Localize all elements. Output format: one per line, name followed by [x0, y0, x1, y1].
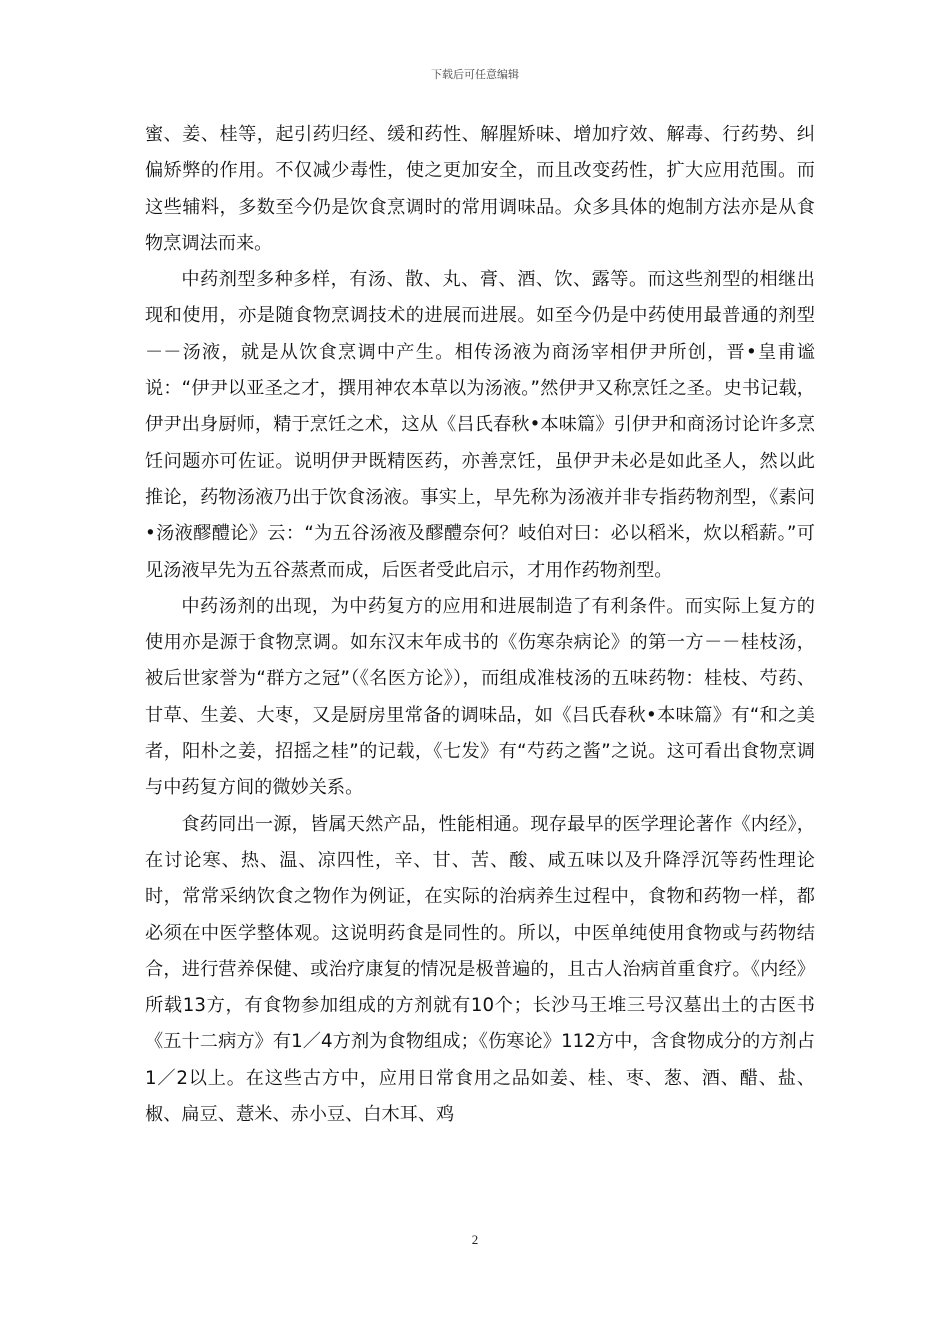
- document-body: [145, 117, 815, 1133]
- paragraph-compound-prescriptions: 中药汤剂的出现，为中药复方的应用和进展制造了有利条件。而实际上复方的使用亦是源于食物烹调。如东汉末年成书的《伤寒杂病论》的第一方－－桂枝汤，被后世家誉为“群方之冠”（《名医方论》），而组成准枝汤的五味药物：桂枝、芍药、甘草、生姜、大枣，又是厨房里常备的调味品，如《吕氏春秋•本味篇》有“和之美者，阳朴之姜，招摇之桂”的记载，《七发》有“芍药之酱”之说。这可看出食物烹调与中药复方间的微妙关系。: [145, 595, 815, 799]
- page-header: 下载后可任意编辑: [431, 68, 519, 81]
- paragraph-food-medicine-origin: 食药同出一源，皆属天然产品，性能相通。现存最早的医学理论著作《内经》，在讨论寒、热、温、凉四性，辛、甘、苦、酸、咸五味以及升降浮沉等药性理论时，常常采纳饮食之物作为例证，在实际的治病养生过程中，食物和药物一样，都必须在中医学整体观。这说明药食是同性的。所以，中医单纯使用食物或与药物结合，进行营养保健、或治疗康复的情况是极普遍的，且古人治病首重食疗。《内经》所载13方，有食物参加组成的方剂就有10个；长沙马王堆三号汉墓出土的古医书《五十二病方》有1／4方剂为食物组成；《伤寒论》112方中，含食物成分的方剂占1／2以上。在这些古方中，应用日常食用之品如姜、桂、枣、葱、酒、醋、盐、椒、扁豆、薏米、赤小豆、白木耳、鸡: [145, 813, 815, 1126]
- paragraph-dosage-forms: 中药剂型多种多样，有汤、散、丸、膏、酒、饮、露等。而这些剂型的相继出现和使用，亦是随食物烹调技术的进展而进展。如至今仍是中药使用最普通的剂型－－汤液，就是从饮食烹调中产生。相传汤液为商汤宰相伊尹所创，晋•皇甫谧说：“伊尹以亚圣之才，撰用神农本草以为汤液。”然伊尹又称烹饪之圣。史书记载，伊尹出身厨师，精于烹饪之术，这从《吕氏春秋•本味篇》引伊尹和商汤讨论许多烹饪问题亦可佐证。说明伊尹既精医药，亦善烹饪，虽伊尹未必是如此圣人，然以此推论，药物汤液乃出于饮食汤液。事实上，早先称为汤液并非专指药物剂型，《素问•汤液醪醴论》云：“为五谷汤液及醪醴奈何？岐伯对曰：必以稻米，炊以稻薪。”可见汤液早先为五谷蒸煮而成，后医者受此启示，才用作药物剂型。: [145, 269, 815, 581]
- paragraph-continued: 蜜、姜、桂等，起引药归经、缓和药性、解腥矫味、增加疗效、解毒、行药势、纠偏矫弊的作用。不仅减少毒性，使之更加安全，而且改变药性，扩大应用范围。而这些辅料，多数至今仍是饮食烹调时的常用调味品。众多具体的炮制方法亦是从食物烹调法而来。: [145, 124, 815, 254]
- page-number: 2: [471, 1232, 479, 1247]
